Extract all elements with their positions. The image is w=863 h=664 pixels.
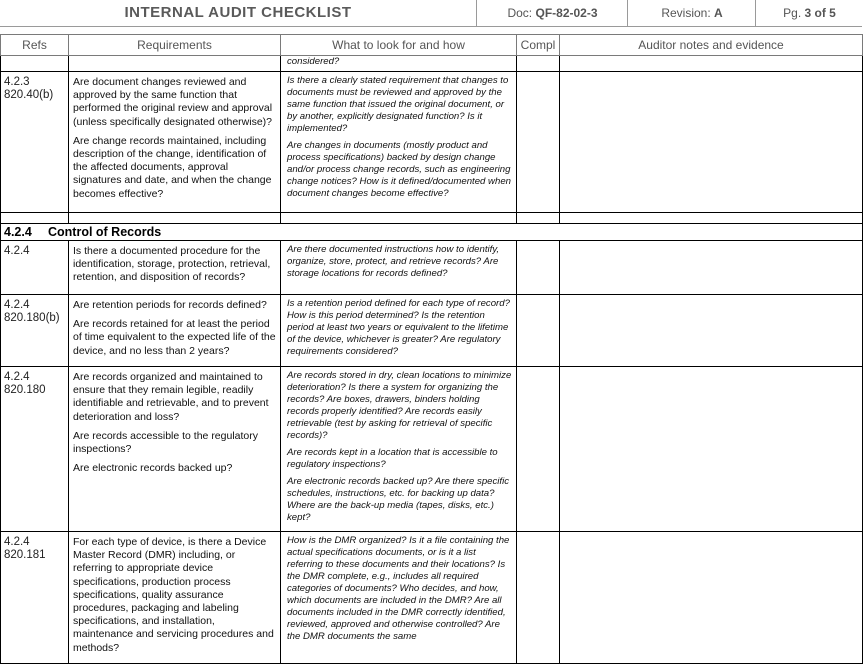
compliance-cell[interactable] xyxy=(517,532,560,664)
ref-text: 4.2.4 xyxy=(4,245,30,257)
col-requirements: Requirements xyxy=(69,35,281,56)
page-value: 3 of 5 xyxy=(804,6,836,20)
column-header-row xyxy=(1,35,863,56)
requirements-cell xyxy=(69,295,281,367)
document-title: INTERNAL AUDIT CHECKLIST xyxy=(124,4,352,21)
refs-cell xyxy=(1,532,69,664)
look-for-cell xyxy=(281,241,517,295)
look-for-text: Are records stored in dry, clean locations to minimize deterioration? Is there a system for organizing the records? Are boxes, drawers, binders holding records properly identified? Are records easily retrievable (test by asking for retrieval of specific records)? xyxy=(287,370,512,441)
requirement-text: Is there a documented procedure for the identification, storage, protection, retrieval, retention, and disposition of records? xyxy=(73,245,271,284)
look-for-text: Are changes in documents (mostly product and process specifications) backed by design change and/or process change records, such as engineering change notices? How is it defined/documented when document changes become effective? xyxy=(287,140,511,199)
ref-text: 4.2.4 xyxy=(4,371,30,383)
revision xyxy=(627,0,756,26)
look-for-text: How is the DMR organized? Is it a file containing the actual specifications documents, or is it a list referring to these documents and their locations? Is the DMR complete, e.g., includes all required categories of documents? Who decides, and how, which documents are included in the DMR? Are all documents included in the DMR correctly identified, reviewed, approved and otherwise controlled? Are the DMR documents the same xyxy=(287,535,510,642)
col-look-for: What to look for and how xyxy=(281,35,517,56)
col-compl: Compl xyxy=(517,35,560,56)
look-for-cell xyxy=(281,72,517,213)
ref-text: 820.40(b) xyxy=(4,89,54,101)
rows-after-section xyxy=(1,241,863,664)
section-title: Control of Records xyxy=(48,225,162,239)
document-header xyxy=(0,0,862,27)
auditor-notes-cell[interactable] xyxy=(560,295,863,367)
look-for-text: Is a retention period defined for each type of record? How is this period determined? Is the retention period at least two years or equivalent to the lifetime of the device, whichever is greater? Are regulatory requirements considered? xyxy=(287,298,510,357)
page-number xyxy=(755,0,863,26)
requirement-text: Are electronic records backed up? xyxy=(73,462,233,475)
doc-value: QF-82-02-3 xyxy=(535,6,598,20)
table-row xyxy=(1,295,863,367)
table-row xyxy=(1,241,863,295)
rows-before-section xyxy=(1,56,863,213)
doc-number xyxy=(476,0,628,26)
blank-row xyxy=(1,213,863,224)
requirement-text: Are document changes reviewed and approved by the same function that performed the original review and approval (unless specifically designated otherwise)? xyxy=(73,76,273,128)
look-for-text: Are records kept in a location that is accessible to regulatory inspections? xyxy=(287,447,498,470)
continued-row xyxy=(1,56,863,72)
look-for-cell xyxy=(281,367,517,532)
audit-table xyxy=(0,34,863,664)
requirement-text: Are records accessible to the regulatory inspections? xyxy=(73,429,259,456)
ref-text: 4.2.4 xyxy=(4,536,30,548)
refs-cell xyxy=(1,72,69,213)
compliance-cell[interactable] xyxy=(517,367,560,532)
table-row xyxy=(1,367,863,532)
requirement-text: Are records retained for at least the period of time equivalent to the expected life of the device, and no less than 2 years? xyxy=(73,318,276,357)
revision-label: Revision: xyxy=(661,6,711,20)
auditor-notes-cell[interactable] xyxy=(560,241,863,295)
compliance-cell[interactable] xyxy=(517,72,560,213)
section-number: 4.2.4 xyxy=(4,225,32,239)
doc-label: Doc: xyxy=(507,6,533,20)
ref-text: 820.180 xyxy=(4,384,46,396)
auditor-notes-cell[interactable] xyxy=(560,532,863,664)
ref-text: 4.2.3 xyxy=(4,76,30,88)
requirements-cell xyxy=(69,241,281,295)
requirement-text: Are retention periods for records defined? xyxy=(73,299,267,311)
look-for-cell xyxy=(281,295,517,367)
look-for-text: Is there a clearly stated requirement that changes to documents must be reviewed and approved by the same function that issued the original document, or by another, explicitly designated function? Is it implemented? xyxy=(287,75,509,134)
compliance-cell[interactable] xyxy=(517,241,560,295)
section-heading xyxy=(1,213,863,241)
refs-cell xyxy=(1,241,69,295)
requirements-cell xyxy=(69,367,281,532)
ref-text: 820.180(b) xyxy=(4,312,60,324)
page-label: Pg. xyxy=(783,6,802,20)
ref-text: 820.181 xyxy=(4,549,46,561)
ref-text: 4.2.4 xyxy=(4,299,30,311)
section-row xyxy=(1,224,863,241)
requirement-text: Are records organized and maintained to ensure that they remain legible, readily identifiable and retrievable, and to prevent deterioration and loss? xyxy=(73,371,269,423)
requirement-text: Are change records maintained, including description of the change, identification of the affected documents, approval signatures and date, and when the change becomes effective? xyxy=(73,134,272,200)
col-refs: Refs xyxy=(1,35,69,56)
compliance-cell[interactable] xyxy=(517,295,560,367)
continued-text: considered? xyxy=(281,56,517,72)
requirements-cell xyxy=(69,532,281,664)
look-for-text: Are electronic records backed up? Are there specific schedules, instructions, etc. for backing up data? Where are the back-up media (tapes, disks, etc.) kept? xyxy=(287,476,510,523)
auditor-notes-cell[interactable] xyxy=(560,367,863,532)
refs-cell xyxy=(1,367,69,532)
auditor-notes-cell[interactable] xyxy=(560,72,863,213)
refs-cell xyxy=(1,295,69,367)
look-for-cell xyxy=(281,532,517,664)
col-notes: Auditor notes and evidence xyxy=(560,35,863,56)
table-row xyxy=(1,72,863,213)
look-for-text: Are there documented instructions how to identify, organize, store, protect, and retrieve records? Are storage locations for records defined? xyxy=(287,244,500,279)
requirement-text: For each type of device, is there a Device Master Record (DMR) including, or referring to appropriate device specifications, production process specifications, quality assurance procedures, packaging and labeling specifications, and installation, maintenance and servicing procedures and methods? xyxy=(73,536,274,654)
requirements-cell xyxy=(69,72,281,213)
revision-value: A xyxy=(714,6,723,20)
table-row xyxy=(1,532,863,664)
